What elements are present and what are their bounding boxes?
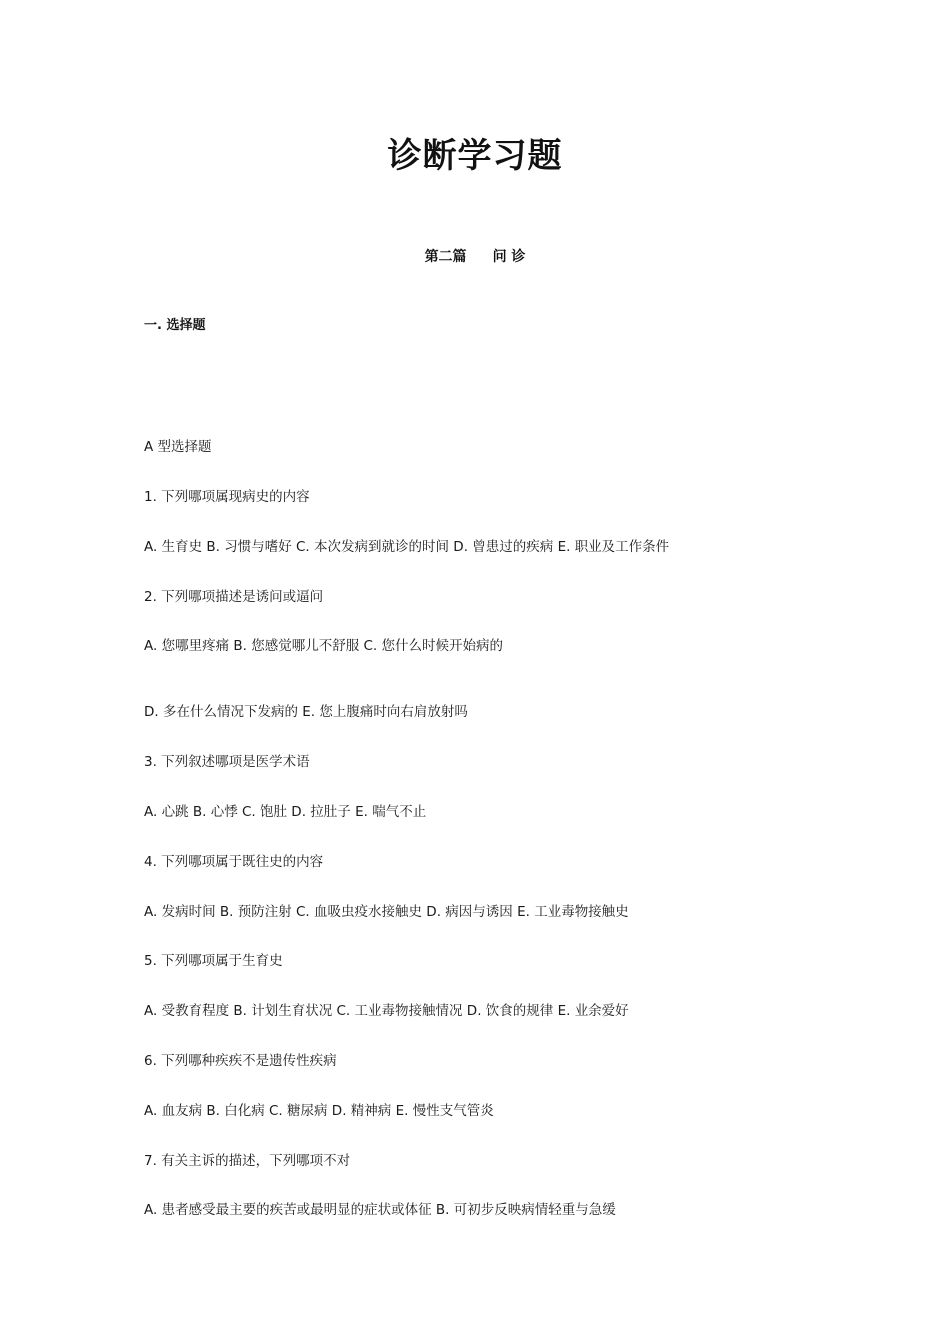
question-7: 7. 有关主诉的描述，下列哪项不对 [144, 1153, 351, 1169]
question-2-options-a: A. 您哪里疼痛 B. 您感觉哪儿不舒服 C. 您什么时候开始病的 [144, 638, 504, 654]
question-6-options: A. 血友病 B. 白化病 C. 糖尿病 D. 精神病 E. 慢性支气管炎 [144, 1103, 494, 1119]
question-4: 4. 下列哪项属于既往史的内容 [144, 854, 324, 870]
question-3-options: A. 心跳 B. 心悸 C. 饱肚 D. 拉肚子 E. 喘气不止 [144, 804, 427, 820]
subsection-heading: A 型选择题 [144, 439, 212, 455]
section-heading: 一. 选择题 [144, 318, 206, 333]
question-6: 6. 下列哪种疾疾不是遗传性疾病 [144, 1053, 337, 1069]
question-7-options: A. 患者感受最主要的疾苦或最明显的症状或体征 B. 可初步反映病情轻重与急缓 [144, 1202, 616, 1218]
question-5-options: A. 受教育程度 B. 计划生育状况 C. 工业毒物接触情况 D. 饮食的规律 E. 业余爱好 [144, 1003, 629, 1019]
chapter-label: 第二篇 [424, 249, 467, 265]
page-title: 诊断学习题 [387, 136, 563, 176]
question-2: 2. 下列哪项描述是诱问或逼问 [144, 589, 324, 605]
question-2-options-b: D. 多在什么情况下发病的 E. 您上腹痛时向右肩放射吗 [144, 704, 468, 720]
question-1-options: A. 生育史 B. 习惯与嗜好 C. 本次发病到就诊的时间 D. 曾患过的疾病 E. 职业及工作条件 [144, 539, 670, 555]
chapter-heading [0, 246, 950, 266]
question-5: 5. 下列哪项属于生育史 [144, 953, 283, 969]
question-3: 3. 下列叙述哪项是医学术语 [144, 754, 310, 770]
question-1: 1. 下列哪项属现病史的内容 [144, 489, 310, 505]
chapter-name: 问 诊 [492, 249, 526, 265]
question-4-options: A. 发病时间 B. 预防注射 C. 血吸虫疫水接触史 D. 病因与诱因 E. 工业毒物接触史 [144, 904, 629, 920]
